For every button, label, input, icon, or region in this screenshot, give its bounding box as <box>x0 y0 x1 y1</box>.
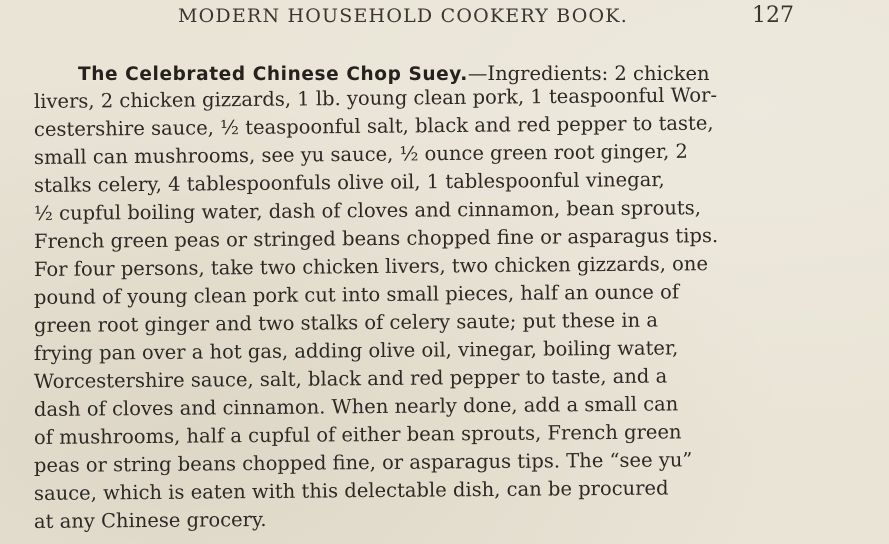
recipe-line: For four persons, take two chicken livers, two chicken gizzards, one <box>33 252 709 281</box>
recipe-line: pound of young clean pork cut into small pieces, half an ounce of <box>33 280 680 309</box>
running-head: MODERN HOUSEHOLD COOKERY BOOK. <box>178 5 628 27</box>
recipe-line: ½ cupful boiling water, dash of cloves and cinnamon, bean sprouts, <box>33 196 701 225</box>
recipe-line: sauce, which is eaten with this delectable dish, can be procured <box>33 476 669 505</box>
recipe-line: Worcestershire sauce, salt, black and red pepper to taste, and a <box>33 364 668 393</box>
recipe-line: green root ginger and two stalks of celery saute; put these in a <box>33 308 659 337</box>
recipe-line: French green peas or stringed beans chopped fine or asparagus tips. <box>33 224 719 253</box>
recipe-line: small can mushrooms, see yu sauce, ½ ounce green root ginger, 2 <box>33 139 688 169</box>
recipe-line: frying pan over a hot gas, adding olive oil, vinegar, boiling water, <box>33 336 679 365</box>
recipe-line: livers, 2 chicken gizzards, 1 lb. young clean pork, 1 teaspoonful Wor- <box>33 83 718 113</box>
page-number: 127 <box>752 3 794 28</box>
recipe-line: at any Chinese grocery. <box>33 507 267 533</box>
recipe-line: stalks celery, 4 tablespoonfuls olive oil, 1 tablespoonful vinegar, <box>33 167 665 197</box>
recipe-first-line <box>78 62 710 85</box>
recipe-line: —Ingredients: 2 chicken <box>467 62 710 85</box>
recipe-line: peas or string beans chopped fine, or asparagus tips. The “see yu” <box>33 448 693 477</box>
recipe-line: dash of cloves and cinnamon. When nearly done, add a small can <box>33 392 679 421</box>
recipe-line: of mushrooms, half a cupful of either bean sprouts, French green <box>33 420 682 449</box>
recipe-line: cestershire sauce, ½ teaspoonful salt, black and red pepper to taste, <box>33 111 714 141</box>
recipe-title: The Celebrated Chinese Chop Suey. <box>78 64 468 85</box>
